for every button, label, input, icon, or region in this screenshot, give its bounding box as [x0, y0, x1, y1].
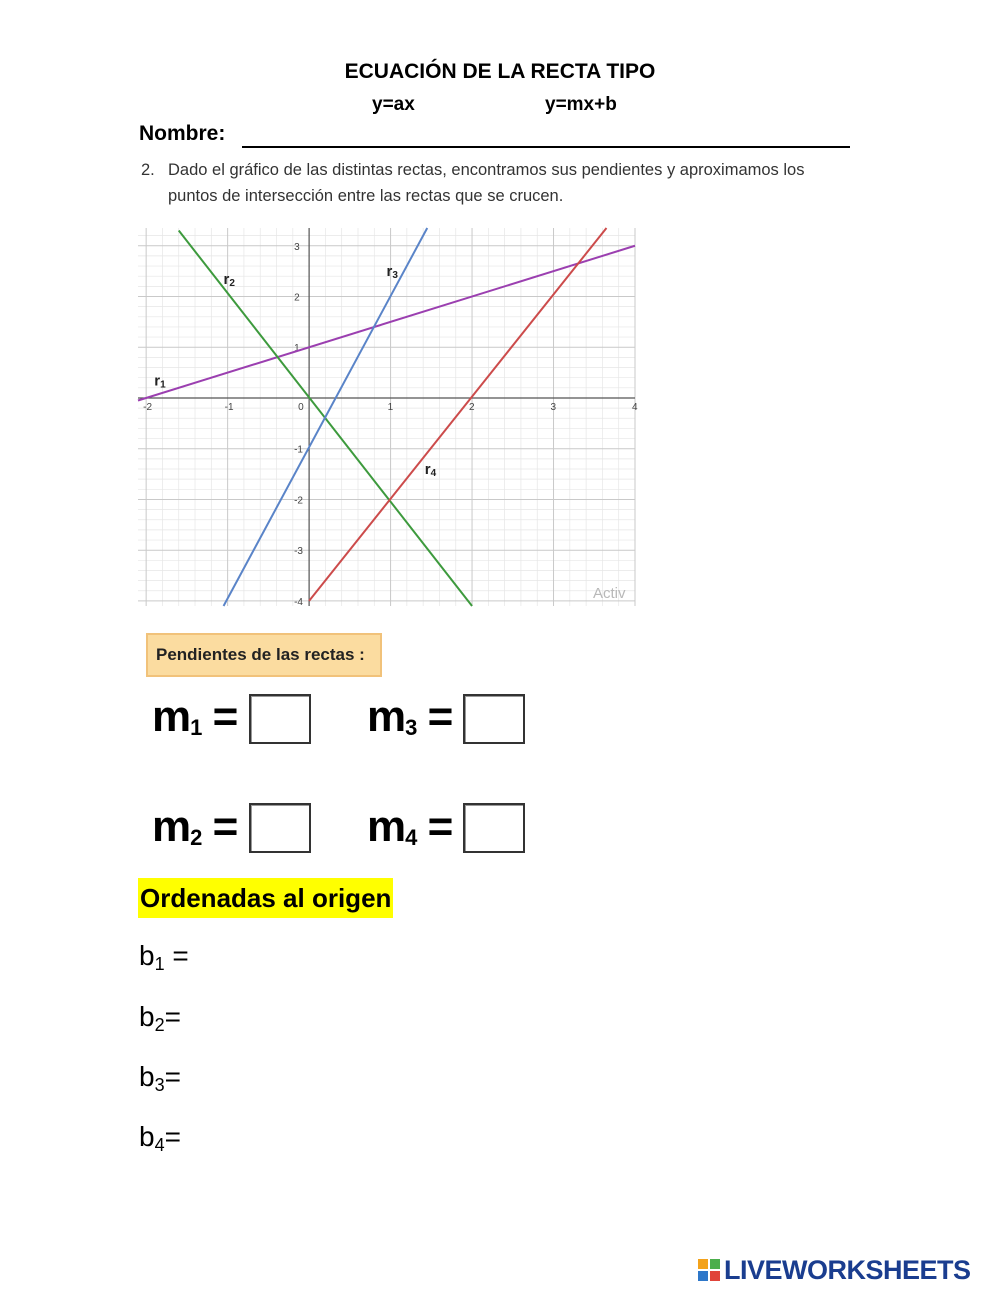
slope-m2-sub: 2 [190, 825, 202, 850]
slope-m1-main: m [152, 692, 191, 741]
slope-m2-eq: = [201, 802, 238, 851]
slope-m2-main: m [152, 802, 191, 851]
intercept-b3-sub: 3 [154, 1075, 165, 1095]
intercept-b3-eq: = [164, 1061, 181, 1092]
watermark-text: Activ [593, 585, 626, 602]
y-tick-label: -1 [294, 444, 304, 456]
intercept-b1-main: b [139, 940, 155, 971]
intercept-b1-eq: = [164, 940, 189, 971]
y-tick-label: -2 [294, 495, 304, 507]
x-tick-label: -1 [224, 401, 234, 413]
slope-m4-sub: 4 [405, 825, 417, 850]
slope-m3-label [367, 692, 452, 742]
intercept-b4-eq: = [164, 1121, 181, 1152]
x-tick-label: 1 [387, 401, 394, 413]
y-tick-label: 1 [294, 343, 300, 355]
intercept-b2 [139, 1001, 181, 1036]
instruction-line-2: puntos de intersección entre las rectas que se crucen. [168, 187, 564, 205]
slope-m1-eq: = [201, 692, 238, 741]
intercept-b1-sub: 1 [154, 954, 165, 974]
y-tick-label: 3 [294, 241, 300, 253]
series-label-sub: 1 [160, 379, 166, 391]
series-label-main: r [223, 270, 230, 288]
subtitle-y-ax: y=ax [372, 94, 415, 115]
instruction-number: 2. [141, 161, 155, 179]
liveworksheets-mark-icon [697, 1258, 721, 1282]
x-tick-label: -2 [143, 401, 153, 413]
y-tick-label: -3 [294, 546, 304, 558]
intercept-b3 [139, 1061, 181, 1096]
slope-m2-label [152, 802, 237, 852]
slope-m1-input[interactable] [249, 694, 311, 744]
intercept-b2-main: b [139, 1001, 155, 1032]
intercepts-heading: Ordenadas al origen [138, 878, 393, 918]
subtitle-y-mxb: y=mx+b [545, 94, 617, 115]
series-label-main: r [424, 461, 431, 479]
nombre-line[interactable] [242, 146, 850, 148]
y-tick-label: 2 [294, 292, 300, 304]
slope-m2-input[interactable] [249, 803, 311, 853]
intercept-b4-main: b [139, 1121, 155, 1152]
line-graph [138, 228, 638, 608]
liveworksheets-logo[interactable] [697, 1252, 971, 1288]
slope-m3-sub: 3 [405, 715, 417, 740]
series-label-main: r [386, 263, 393, 281]
slopes-heading: Pendientes de las rectas : [146, 633, 382, 677]
slope-m3-eq: = [416, 692, 453, 741]
slope-m1-label [152, 692, 237, 742]
instruction-line-1: Dado el gráfico de las distintas rectas, encontramos sus pendientes y aproximamos los [168, 161, 805, 179]
intercept-b4 [139, 1121, 181, 1156]
slope-m4-input[interactable] [463, 803, 525, 853]
slope-m3-input[interactable] [463, 694, 525, 744]
slope-m4-main: m [367, 802, 406, 851]
x-tick-label: 3 [550, 401, 557, 413]
worksheet-title: ECUACIÓN DE LA RECTA TIPO [344, 60, 656, 83]
slope-m4-eq: = [416, 802, 453, 851]
nombre-label: Nombre: [139, 122, 226, 145]
intercept-b3-main: b [139, 1061, 155, 1092]
series-label-main: r [154, 372, 161, 390]
intercept-b2-eq: = [164, 1001, 181, 1032]
intercept-b1 [139, 940, 189, 975]
instruction [141, 157, 861, 209]
series-label-sub: 2 [229, 277, 235, 289]
x-tick-label: 2 [469, 401, 475, 413]
x-tick-label: 0 [298, 401, 304, 413]
slope-m4-label [367, 802, 452, 852]
series-label-sub: 3 [392, 270, 398, 282]
series-label-sub: 4 [430, 468, 437, 480]
slope-m3-main: m [367, 692, 406, 741]
slope-m1-sub: 1 [190, 715, 202, 740]
logo-text: LIVEWORKSHEETS [724, 1254, 971, 1285]
x-tick-label: 4 [632, 401, 638, 413]
intercept-b2-sub: 2 [154, 1015, 165, 1035]
y-tick-label: -4 [294, 596, 304, 608]
intercept-b4-sub: 4 [154, 1135, 165, 1155]
